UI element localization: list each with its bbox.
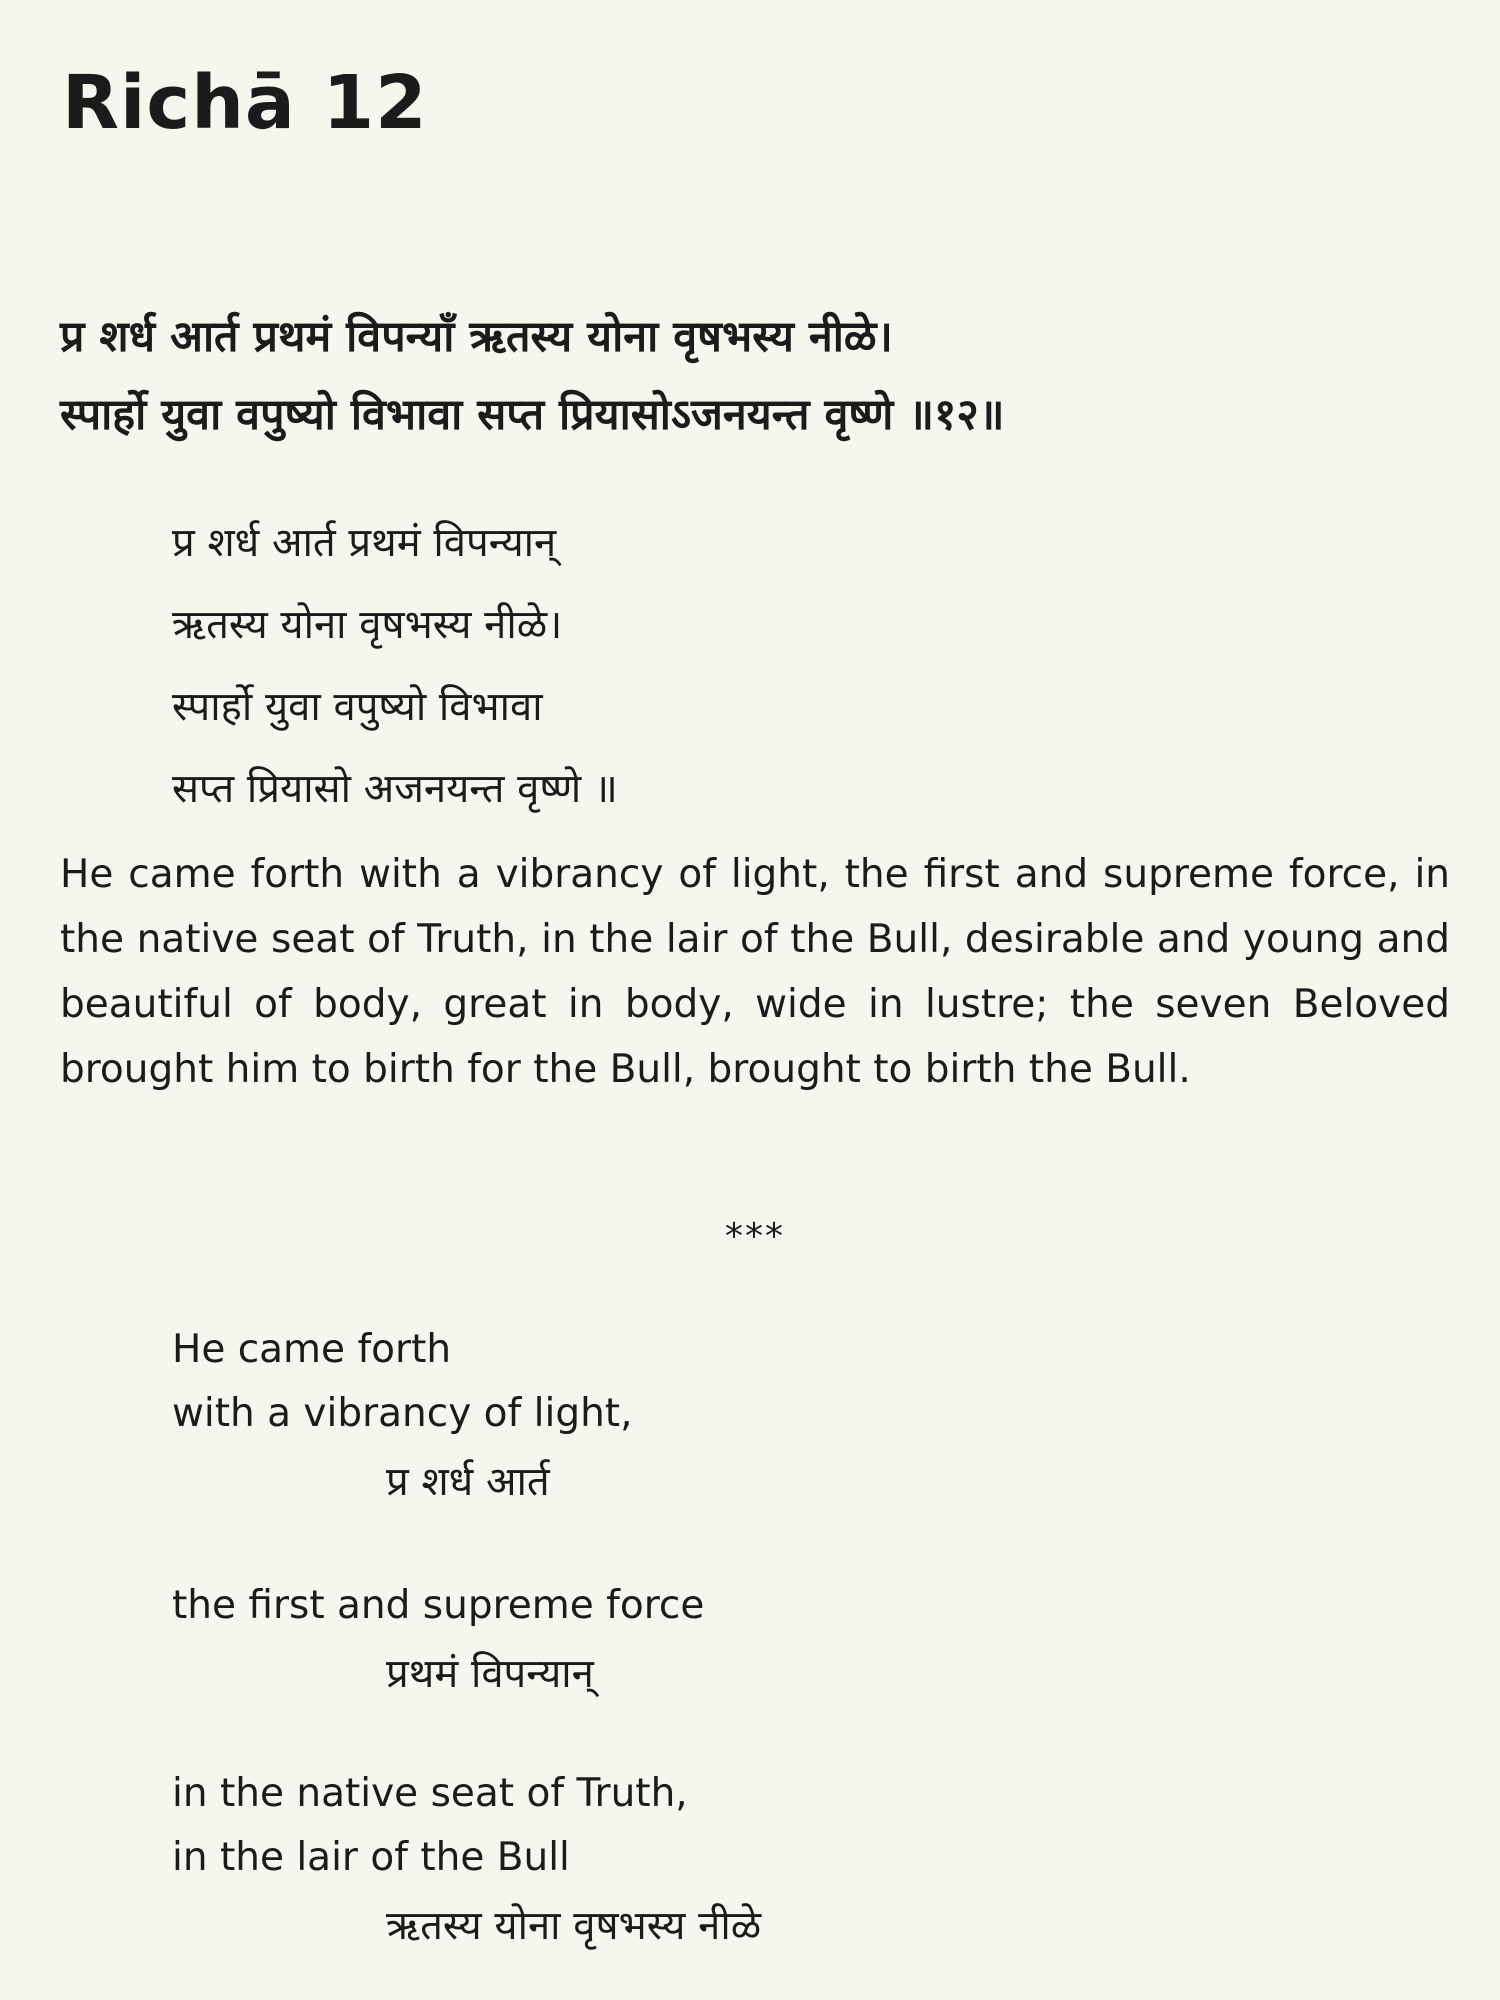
verse-split-line: प्र शर्ध आर्त प्रथमं विपन्यान् [172, 520, 557, 566]
gloss-sanskrit-line: प्र शर्ध आर्त [386, 1459, 550, 1505]
verse-main-line: स्पार्हो युवा वपुष्यो विभावा सप्त प्रियासोऽजनयन्त वृष्णे ॥१२॥ [60, 390, 1005, 440]
gloss-english-line: the first and supreme force [172, 1583, 705, 1628]
gloss-sanskrit-line: प्रथमं विपन्यान् [386, 1651, 594, 1697]
page-title: Richā 12 [62, 60, 428, 146]
gloss-english-line: with a vibrancy of light, [172, 1391, 633, 1436]
verse-main-line: प्र शर्ध आर्त प्रथमं विपन्याँ ऋतस्य योना वृषभस्य नीळे। [60, 312, 893, 362]
gloss-block [172, 1762, 1372, 1962]
verse-split-line: ऋतस्य योना वृषभस्य नीळे। [172, 602, 563, 648]
gloss-english-line: He came forth [172, 1327, 452, 1372]
gloss-block [172, 1318, 1372, 1518]
verse-split-line: सप्त प्रियासो अजनयन्त वृष्णे ॥ [172, 766, 618, 812]
gloss-english-line: in the native seat of Truth, [172, 1771, 688, 1816]
gloss-sanskrit-line: ऋतस्य योना वृषभस्य नीळे [386, 1903, 762, 1949]
gloss-block [172, 1574, 1372, 1710]
verse-split-block [172, 502, 618, 830]
verse-main-block [60, 298, 1460, 454]
gloss-english-line: in the lair of the Bull [172, 1835, 570, 1880]
translation-paragraph: He came forth with a vibrancy of light, the first and supreme force, in the native seat of Truth, in the lair of the Bull, desirable and young and beautiful of body, great in body, wide in lustre; the seven Beloved brought him to birth for the Bull, brought to birth the Bull. [60, 852, 1450, 1092]
verse-split-line: स्पार्हो युवा वपुष्यो विभावा [172, 684, 543, 730]
section-separator: *** [725, 1216, 785, 1257]
